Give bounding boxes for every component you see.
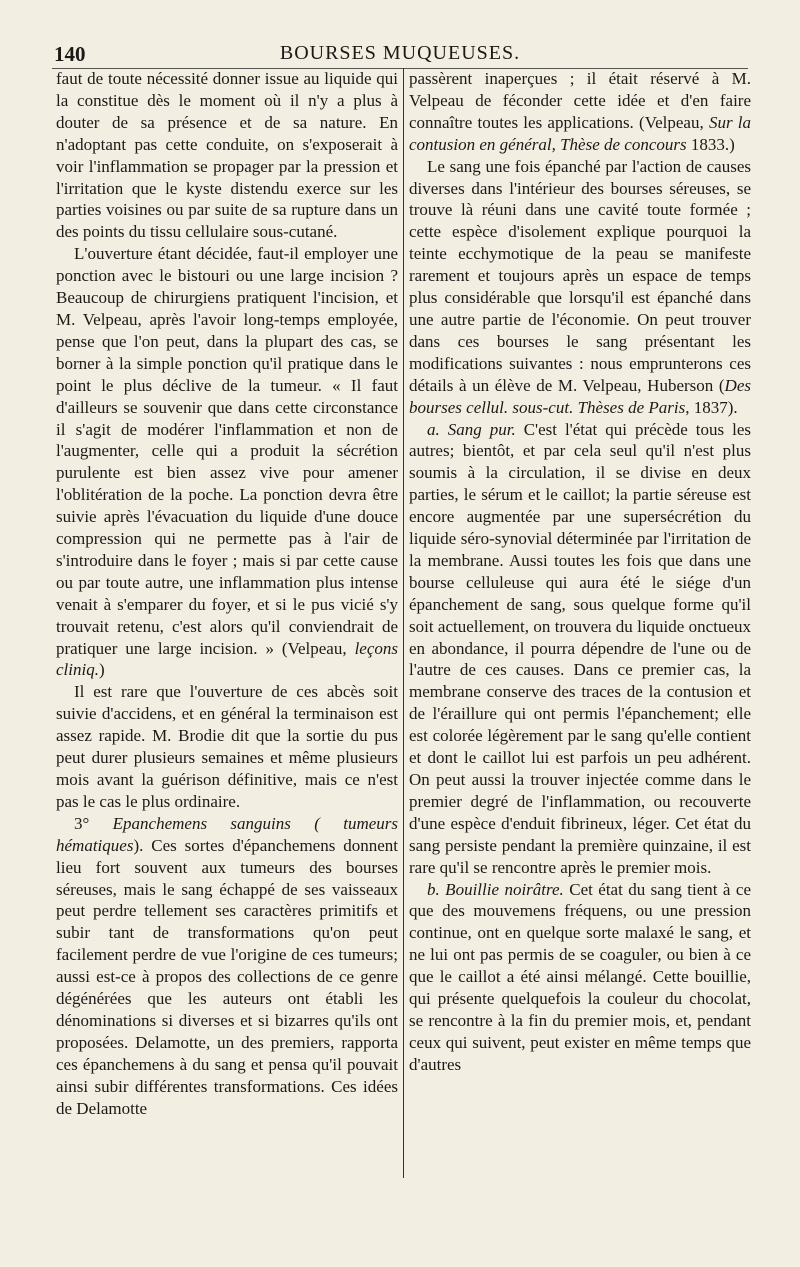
left-paragraph-4: [56, 813, 398, 1120]
left-paragraph-1: faut de toute nécessité donner issue au liquide qui la constitue dès le moment où il n'y a plus à douter de sa présence et de sa nature. En n'adoptant pas cette conduite, on s'exposerait à voir l'inflammation se propager par la pression et l'irritation que le kyste distendu exerce sur les parties voisines ou par suite de sa rupture dans un des points du tissu cellulaire sous-cutané.: [56, 69, 398, 242]
left-paragraph-2: [56, 243, 398, 681]
paragraph-text: passèrent inaperçues ; il était réservé à M. Velpeau de féconder cette idée et d'en faire connaître toutes les applications. (Velpeau,: [409, 69, 751, 132]
paragraph-text: Cet état du sang tient à ce que des mouvemens fréquens, ou une pression continue, ont en quelque sorte malaxé le sang, et ne lui ont pas permis de se coaguler, ou bien à ce que le caillot a été ainsi mélangé. Cette bouillie, qui présente quelquefois la couleur du chocolat, se rencontre à la fin du premier mois, et, pendant ceux qui suivent, peut exister en même temps que d'autres: [409, 879, 751, 1074]
right-paragraph-2: [409, 156, 751, 419]
left-paragraph-3: Il est rare que l'ouverture de ces abcès soit suivie d'accidens, et en général la terminaison est assez rapide. M. Brodie dit que la sortie du pus peut durer plusieurs semaines et même plusieurs mois avant la guérison définitive, mais ce n'est pas le cas le plus ordinaire.: [56, 682, 398, 811]
section-heading-italic: Epanchemens sanguins ( tumeurs hématiques: [56, 813, 398, 855]
citation-italic: Sur la contusion en général, Thèse de concours: [409, 112, 751, 154]
citation-italic: Des bourses cellul. sous-cut. Thèses de Paris: [409, 375, 751, 417]
paragraph-text: C'est l'état qui précède tous les autres; bientôt, et par cela seul qu'il n'est plus soumis à la circulation, il se divise en deux parties, le sérum et le caillot; la partie séreuse est encore augmentée par une supersécrétion du liquide séro-synovial déterminée par l'irritation de la membrane. Aussi toutes les fois que dans une bourse celluleuse qui aura été le siége d'un épanchement de sang, sous quelque forme qu'il soit actuellement, on trouvera du liquide onctueux en abondance, il pourra dépendre de l'une ou de l'autre de ces causes. Dans ce premier cas, la membrane conserve des traces de la contusion et de l'éraillure qui ont permis l'épanchement; elle est colorée légèrement par le sang qu'elle contient et dont le caillot lui est parfois un peu adhérent. On peut aussi la trouver injectée comme dans le premier degré de l'inflammation, ou recouverte d'une espèce d'enduit fibrineux, léger. Cet état du sang persiste pendant la première quinzaine, il est rare qu'il se rencontre après le premier mois.: [409, 419, 751, 877]
citation-italic: leçons cliniq.: [56, 638, 398, 680]
page-number: 140: [54, 42, 86, 66]
right-paragraph-4: [409, 879, 751, 1076]
paragraph-text: 1833.): [690, 134, 735, 154]
paragraph-text: Le sang une fois épanché par l'action de causes diverses dans l'intérieur des bourses séreuses, se trouve là réuni dans une cavité toute formée ; cette espèce d'isolement explique pourquoi la teinte ecchymotique de la peau se manifeste rarement et toujours après un espace de temps plus considérable que lorsqu'il est épanché dans une autre partie de l'économie. On peut trouver dans ces bourses le sang présentant les modifications suivantes : nous emprunterons ces détails à un élève de M. Velpeau, Huberson (: [409, 156, 751, 395]
subsection-heading-italic: a. Sang pur.: [427, 419, 516, 439]
column-divider: [403, 68, 404, 1178]
subsection-heading-italic: b. Bouillie noirâtre.: [427, 879, 564, 899]
paragraph-text: ): [98, 660, 105, 680]
right-paragraph-1: [409, 68, 751, 156]
section-number: 3°: [74, 813, 90, 833]
left-column: [56, 68, 398, 1180]
paragraph-text: , 1837).: [685, 397, 738, 417]
page-header: [52, 38, 748, 69]
right-paragraph-3: [409, 419, 751, 879]
paragraph-text: ). Ces sortes d'épanchemens donnent lieu fort souvent aux tumeurs des bourses séreuses, mais le sang échappé de ses vaisseaux peut perdre tellement ses caractères primitifs et subir tant de transformations qu'on peut facilement perdre de vue l'origine de ces tumeurs; aussi est-ce à propos des collections de ce genre dégénérées que les auteurs ont établi les dénominations si diverses et si bizarres qu'ils ont proposées. Delamotte, un des premiers, rapporta ces épanchemens à du sang et pensa qu'il pouvait ainsi subir différentes transformations. Ces idées de Delamotte: [56, 835, 398, 1118]
right-column: [409, 68, 751, 1180]
paragraph-text: L'ouverture étant décidée, faut-il employer une ponction avec le bistouri ou une large incision ? Beaucoup de chirurgiens pratiquent l'incision, et M. Velpeau, après l'avoir long-temps employée, pense que l'on peut, dans la plupart des cas, se borner à la simple ponction qu'il pratique dans le point le plus déclive de la tumeur. « Il faut d'ailleurs se souvenir que dans cette circonstance il s'agit de modérer l'inflammation et non de l'augmenter, celle qui a produit la sécrétion purulente est bien assez vive pour amener l'oblitération de la poche. La ponction devra être suivie après l'évacuation du liquide d'une douce compression qui ne permette pas à l'air de s'introduire dans le foyer ; mais si par cette cause ou par toute autre, une inflammation plus intense venait à s'emparer du foyer, et si le pus vicié s'y trouvait retenu, c'est alors qu'il conviendrait de pratiquer une large incision. » (Velpeau,: [56, 244, 398, 658]
running-title: BOURSES MUQUEUSES.: [279, 42, 521, 64]
